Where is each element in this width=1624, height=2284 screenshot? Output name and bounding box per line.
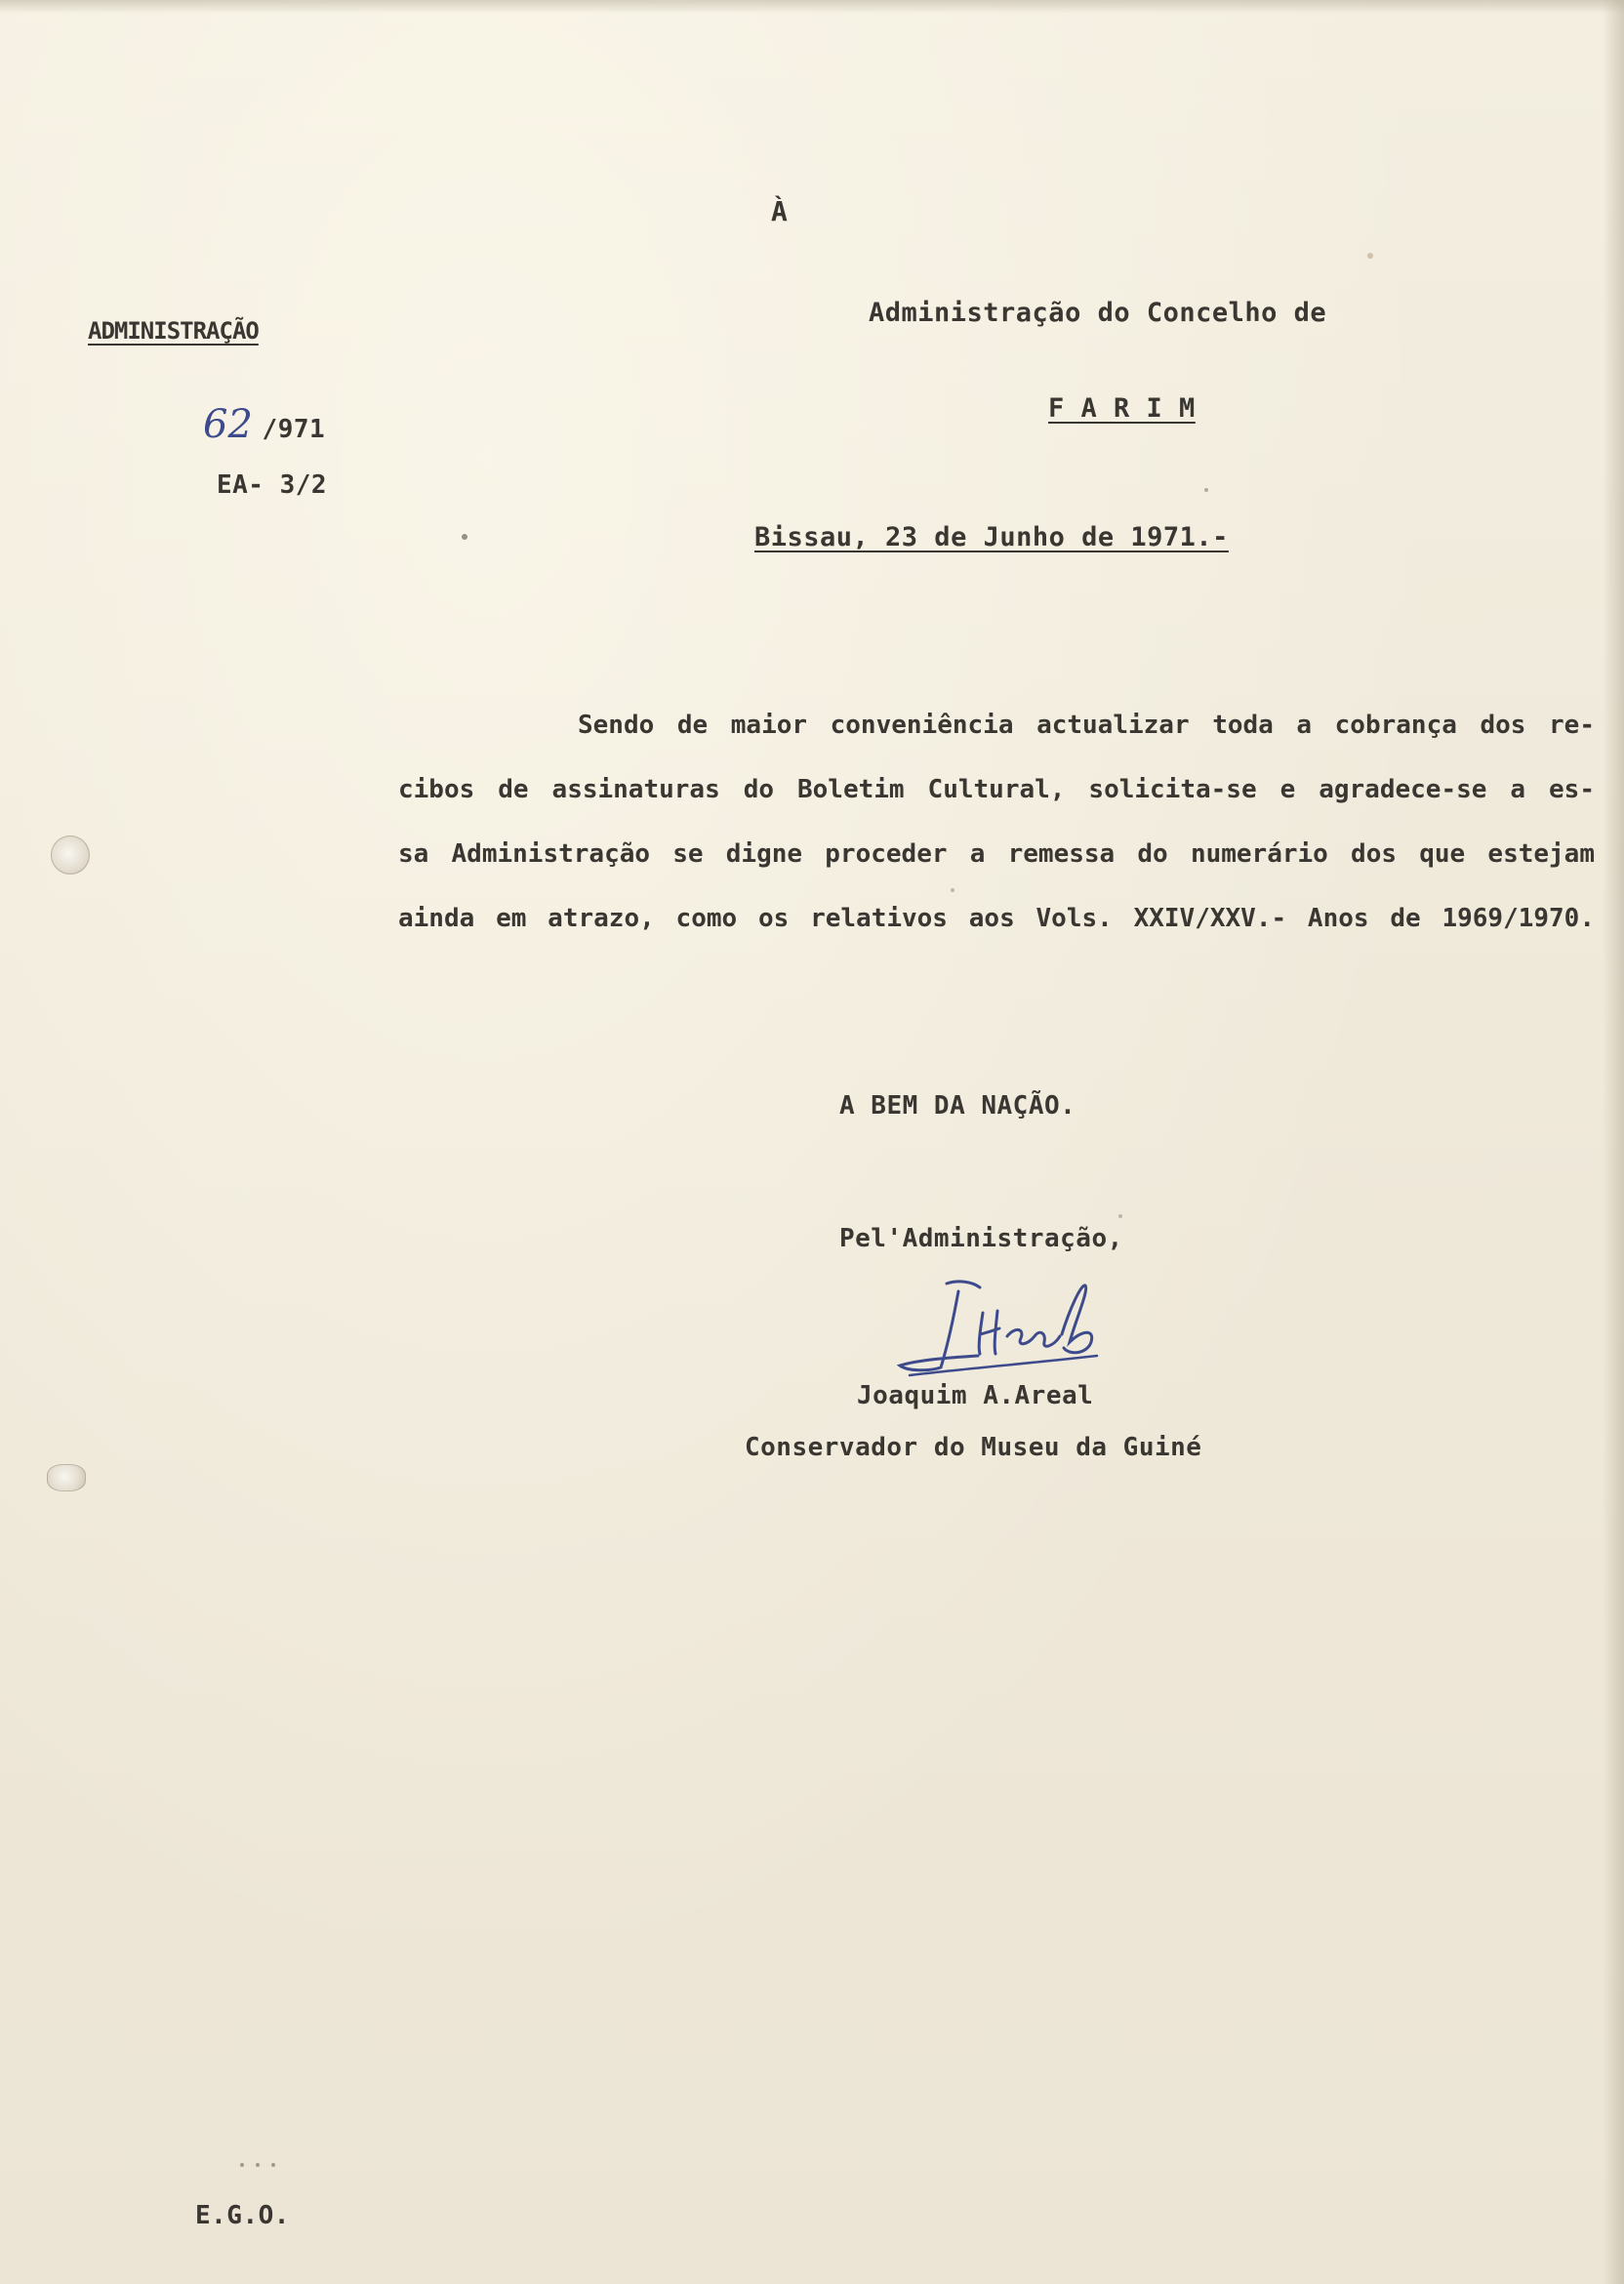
date-line: Bissau, 23 de Junho de 1971.-: [754, 522, 1229, 552]
letter-body-line: cibos de assinaturas do Boletim Cultural, solicita-se e agradece-se a es-: [398, 775, 1595, 804]
page-right-edge-shadow: [1603, 0, 1624, 2284]
letter-body-line: Sendo de maior conveniência actualizar toda a cobrança dos re-: [578, 711, 1595, 740]
signer-title: Conservador do Museu da Guiné: [745, 1433, 1202, 1462]
typist-initials: E.G.O.: [195, 2201, 290, 2230]
reference-number: [203, 402, 325, 447]
handwritten-signature: [890, 1274, 1113, 1381]
reference-number-handwritten: 62: [203, 402, 253, 447]
sender-department: ADMINISTRAÇÃO: [88, 317, 259, 345]
reference-number-year: /971: [262, 415, 326, 444]
letter-body-line: ainda em atrazo, como os relativos aos Vols. XXIV/XXV.- Anos de 1969/1970.: [398, 904, 1595, 933]
letter-body: [398, 693, 1595, 951]
punch-hole-upper: [51, 836, 90, 875]
signer-name: Joaquim A.Areal: [857, 1381, 1094, 1410]
addressee-line-1: Administração do Concelho de: [869, 298, 1327, 328]
page-top-edge-shadow: [0, 0, 1624, 14]
salutation: A BEM DA NAÇÃO.: [839, 1091, 1076, 1121]
addressee-line-2: F A R I M: [1048, 393, 1196, 424]
accent-mark: À: [771, 195, 789, 227]
on-behalf-line: Pel'Administração,: [839, 1224, 1123, 1253]
punch-hole-lower: [47, 1464, 86, 1491]
letter-body-line: sa Administração se digne proceder a remessa do numerário dos que estejam: [398, 839, 1595, 869]
file-code: EA- 3/2: [217, 470, 328, 500]
